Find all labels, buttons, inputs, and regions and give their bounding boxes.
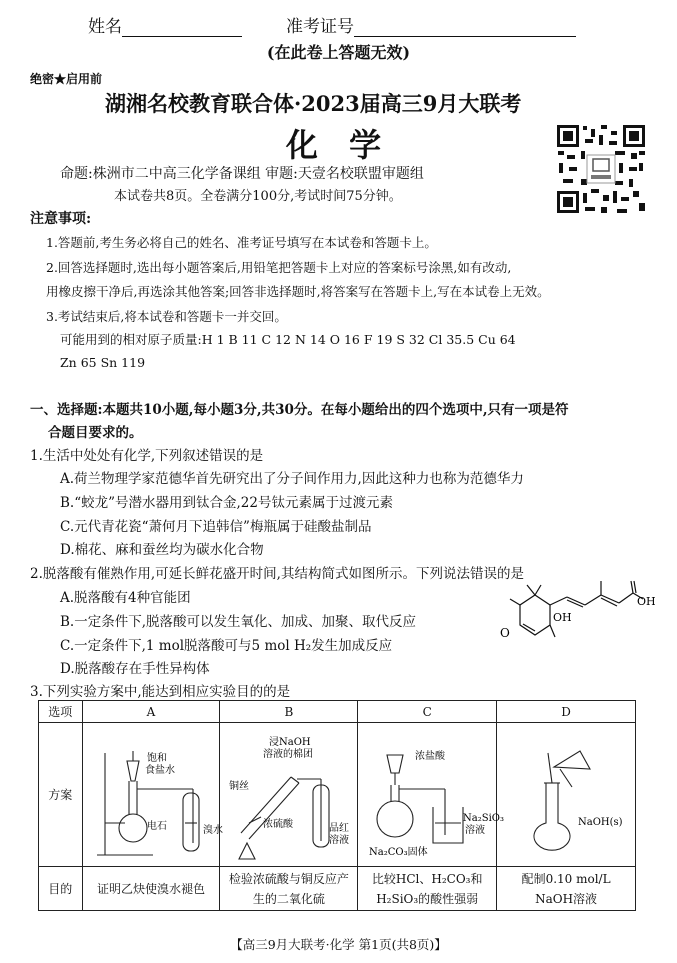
label: Na₂SiO₃ — [462, 813, 504, 824]
label: 电石 — [147, 821, 168, 832]
question-stem: 2.脱落酸有催熟作用,可延长鲜花盛开时间,其结构简式如图所示。下列说法错误的是 — [30, 566, 524, 582]
table-header-row — [39, 701, 636, 723]
exam-id-field — [286, 12, 576, 37]
label: 溴水 — [203, 825, 224, 836]
label: 溶液 — [464, 825, 485, 836]
row-label-scheme: 方案 — [39, 723, 83, 867]
option-c: C.元代青花瓷“萧何月下追韩信”梅瓶属于硅酸盐制品 — [60, 519, 372, 535]
scheme-d — [497, 723, 636, 867]
table-row — [39, 867, 636, 911]
label: 品红 — [328, 823, 349, 834]
exam-info: 本试卷共8页。全卷满分100分,考试时间75分钟。 — [114, 189, 402, 204]
label: 饱和 — [147, 753, 168, 764]
page-footer: 【高三9月大联考·化学 第1页(共8页)】 — [230, 937, 447, 952]
scheme-b — [220, 723, 358, 867]
table-header: B — [220, 701, 358, 723]
notice-item: 2.回答选择题时,选出每小题答案后,用铅笔把答题卡上对应的答案标号涂黑,如有改动, — [46, 260, 512, 275]
table-header: A — [82, 701, 220, 723]
oh-label: OH — [637, 595, 656, 608]
purpose-a: 证明乙炔使溴水褪色 — [82, 867, 220, 911]
option-b: B.“蛟龙”号潜水器用到钛合金,22号钛元素属于过渡元素 — [60, 495, 393, 511]
label: Na₂CO₃固体 — [368, 847, 428, 858]
invalid-note: (在此卷上答题无效) — [266, 43, 411, 62]
name-label: 姓名 — [88, 17, 122, 37]
label: 铜丝 — [228, 781, 249, 792]
table-row — [39, 723, 636, 867]
exam-id-label: 准考证号 — [286, 17, 354, 37]
oh-label: OH — [553, 611, 572, 624]
label: 食盐水 — [145, 765, 176, 776]
label: 浸NaOH — [268, 737, 311, 748]
option-a: A.荷兰物理学家范德华首先研究出了分子间作用力,因此这种力也称为范德华力 — [60, 471, 524, 487]
option-a: A.脱落酸有4种官能团 — [60, 590, 191, 606]
apparatus-c-diagram — [359, 723, 504, 863]
label: 溶液的棉团 — [262, 749, 313, 760]
option-c: C.一定条件下,1 mol脱落酸可与5 mol H₂发生加成反应 — [60, 638, 393, 654]
authors-line: 命题:株洲市二中高三化学备课组 审题:天壹名校联盟审题组 — [60, 166, 424, 182]
abscisic-acid-structure — [495, 575, 655, 655]
atomic-mass-line: Zn 65 Sn 119 — [60, 355, 146, 370]
table-header: D — [497, 701, 636, 723]
notice-title: 注意事项: — [30, 211, 92, 227]
qr-code-icon — [555, 123, 647, 215]
label: 浓硫酸 — [262, 819, 293, 830]
name-field — [88, 12, 242, 37]
experiment-table — [38, 700, 636, 911]
name-blank — [122, 18, 242, 37]
subject-title: 化 学 — [285, 126, 392, 164]
option-d: D.棉花、麻和蚕丝均为碳水化合物 — [60, 542, 264, 558]
label: NaOH(s) — [577, 817, 623, 828]
exam-id-blank — [354, 18, 576, 37]
label: 浓盐酸 — [414, 751, 445, 762]
option-d: D.脱落酸存在手性异构体 — [60, 661, 210, 677]
question-stem: 1.生活中处处有化学,下列叙述错误的是 — [30, 448, 264, 464]
notice-item: 用橡皮擦干净后,再选涂其他答案;回答非选择题时,将答案写在答题卡上,写在本试卷上无效。 — [46, 284, 550, 299]
scheme-a — [82, 723, 224, 867]
table-header: 选项 — [39, 701, 83, 723]
purpose-c: 比较HCl、H₂CO₃和H₂SiO₃的酸性强弱 — [358, 867, 497, 911]
section-heading: 一、选择题:本题共10小题,每小题3分,共30分。在每小题给出的四个选项中,只有一项是符 — [30, 402, 569, 418]
row-label-purpose: 目的 — [39, 867, 83, 911]
scheme-c — [358, 723, 504, 867]
secret-mark: 绝密★启用前 — [30, 72, 103, 86]
purpose-b: 检验浓硫酸与铜反应产生的二氧化硫 — [220, 867, 358, 911]
question-stem: 3.下列实验方案中,能达到相应实验目的的是 — [30, 684, 291, 700]
label: 溶液 — [328, 835, 349, 846]
atomic-mass-line: 可能用到的相对原子质量:H 1 B 11 C 12 N 14 O 16 F 19 S 32 Cl 35.5 Cu 64 — [60, 332, 516, 347]
o-label: O — [500, 626, 510, 640]
option-b: B.一定条件下,脱落酸可以发生氧化、加成、加聚、取代反应 — [60, 614, 417, 630]
apparatus-d-diagram — [498, 723, 635, 863]
exam-title: 湖湘名校教育联合体·2023届高三9月大联考 — [105, 91, 522, 116]
purpose-d: 配制0.10 mol/L NaOH溶液 — [497, 867, 636, 911]
notice-item: 1.答题前,考生务必将自己的姓名、准考证号填写在本试卷和答题卡上。 — [46, 235, 437, 250]
section-heading-cont: 合题目要求的。 — [48, 425, 143, 441]
table-header: C — [358, 701, 497, 723]
apparatus-a-diagram — [83, 723, 224, 863]
apparatus-b-diagram — [221, 723, 357, 863]
notice-item: 3.考试结束后,将本试卷和答题卡一并交回。 — [46, 309, 287, 324]
